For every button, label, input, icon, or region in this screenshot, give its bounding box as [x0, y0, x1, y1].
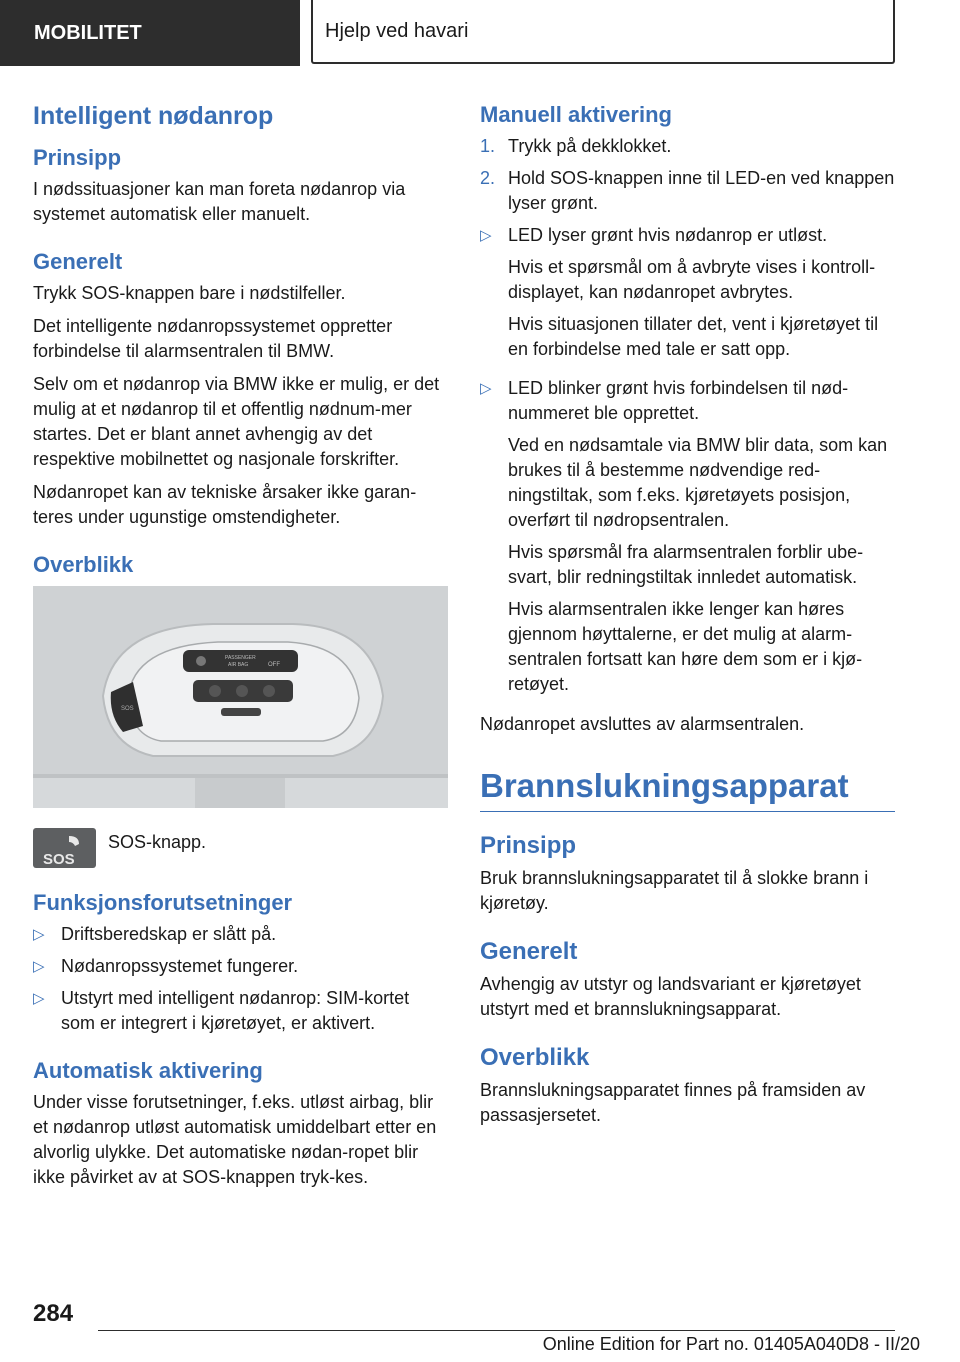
manual-steps [480, 134, 895, 704]
extinguisher-principle-text: Bruk brannslukningsapparatet til å slokke brann i kjøretøy. [480, 868, 869, 913]
requirements-list [33, 922, 448, 1036]
list-item: ▷ Driftsberedskap er slått på. [33, 922, 448, 947]
bullet-arrow-icon: ▷ [480, 227, 492, 244]
auto-activation-text: Under visse forutsetninger, f.eks. utløst airbag, blir et nødanrop utløst automatisk umiddelbart etter en alvorlig ulykke. Det automatiske nødan-ropet blir ikke påvirket av at SOS-knappen tryk-kes. [33, 1092, 437, 1187]
list-item: 2. Hold SOS-knappen inne til LED-en ved knappen lyser grønt. [480, 168, 895, 213]
svg-text:SOS: SOS [42, 851, 75, 868]
extinguisher-overview-text: Brannslukningsapparatet finnes på framsiden av passasjersetet. [480, 1080, 866, 1125]
list-item: ▷ Utstyrt med intelligent nødanrop: SIM-kortet som er integrert i kjøretøyet, er aktivert. [33, 986, 448, 1036]
svg-text:PASSENGER: PASSENGER [225, 655, 256, 661]
general-paragraph-4: Nødanropet kan av tekniske årsaker ikke garan-teres under ugunstige omstendigheter. [33, 482, 417, 527]
left-column [33, 96, 448, 1198]
general-paragraph-2: Det intelligente nødanropssystemet oppretter forbindelse til alarmsentralen til BMW. [33, 316, 393, 361]
section-title: Intelligent nødanrop [33, 102, 274, 130]
sos-legend [33, 828, 448, 868]
heading-overview: Overblikk [33, 552, 134, 577]
list-item: ▷ LED blinker grønt hvis forbindelsen til nød-nummeret ble opprettet. Ved en nødsamtale via BMW blir data, som kan brukes til å bestemme nødvendige red-ningstiltak, som f.eks. kjøretøyets posisjon, overført til nødropsentralen. Hvis spørsmål fra alarmsentralen forblir ube-svart, blir redningstiltak innledet automatisk. Hvis alarmsentralen ikke lenger kan høres gjennom høyttalerne, er det mulig at alarm-sentralen fortsatt kan høre dem som er i kjø-retøyet. [480, 376, 895, 704]
heading-principle: Prinsipp [33, 145, 122, 170]
list-item: 1. Trykk på dekklokket. [480, 136, 672, 156]
heading-auto-activation: Automatisk aktivering [33, 1058, 263, 1083]
overhead-console-photo [33, 586, 448, 808]
heading-manual-activation: Manuell aktivering [480, 102, 672, 127]
extinguisher-title: Brannslukningsapparat [480, 767, 895, 812]
general-paragraph-3: Selv om et nødanrop via BMW ikke er mulig, er det mulig at et nødanrop til et offentlig nødnum-mer startes. Det er blant annet avhengig av det respektive mobilnettet og nasjonale forskrifter. [33, 374, 440, 469]
sos-caption: SOS-knapp. [108, 832, 207, 852]
heading-general: Generelt [33, 249, 123, 274]
heading-requirements: Funksjonsforutsetninger [33, 890, 293, 915]
heading-extinguisher-principle: Prinsipp [480, 832, 577, 859]
chapter-tab: Hjelp ved havari [311, 0, 895, 64]
section-tab: MOBILITET [0, 0, 300, 66]
svg-text:OFF: OFF [268, 662, 280, 668]
bullet-arrow-icon: ▷ [33, 926, 45, 943]
extinguisher-general-text: Avhengig av utstyr og landsvariant er kjøretøyet utstyrt med et brannslukningsapparat. [480, 974, 861, 1019]
heading-extinguisher-general: Generelt [480, 938, 578, 965]
heading-extinguisher-overview: Overblikk [480, 1044, 590, 1071]
svg-text:SOS: SOS [121, 706, 134, 712]
list-item: ▷ LED lyser grønt hvis nødanrop er utløst. Hvis et spørsmål om å avbryte vises i kontroll-displayet, kan nødanropet avbrytes. Hvis situasjonen tillater det, vent i kjøretøyet til en forbindelse med tale er satt opp. [480, 223, 895, 369]
edition-label: Online Edition for Part no. 01405A040D8 - II/20 [542, 1334, 920, 1354]
manual-closing: Nødanropet avsluttes av alarmsentralen. [480, 714, 805, 734]
footer-divider [98, 1330, 895, 1331]
overhead-console-illustration [33, 586, 448, 808]
page-header [0, 0, 960, 66]
page-number: 284 [33, 1300, 74, 1327]
bullet-arrow-icon: ▷ [480, 380, 492, 397]
svg-text:AIR BAG: AIR BAG [228, 662, 249, 668]
right-column [480, 96, 895, 1136]
bullet-arrow-icon: ▷ [33, 990, 45, 1007]
principle-text: I nødssituasjoner kan man foreta nødanrop via systemet automatisk eller manuelt. [33, 179, 406, 224]
sos-button-icon [33, 828, 96, 868]
list-item: ▷ Nødanropssystemet fungerer. [33, 954, 448, 979]
general-paragraph-1: Trykk SOS-knappen bare i nødstilfeller. [33, 283, 346, 303]
bullet-arrow-icon: ▷ [33, 958, 45, 975]
